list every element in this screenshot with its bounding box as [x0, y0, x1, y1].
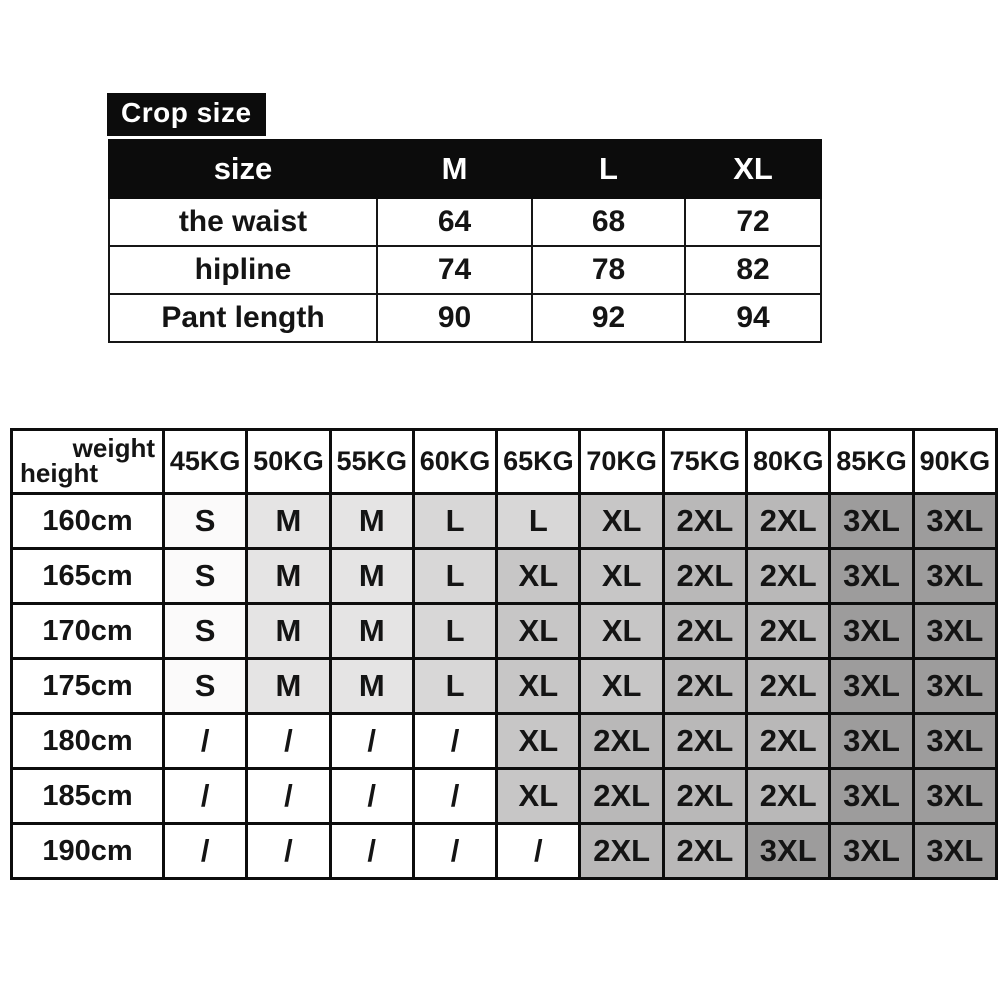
crop-value-cell: 90: [377, 294, 532, 342]
size-value-cell: /: [413, 824, 496, 879]
size-value-cell: /: [164, 824, 247, 879]
size-value-cell: 2XL: [580, 824, 663, 879]
crop-row-label: Pant length: [109, 294, 377, 342]
size-value-cell: /: [247, 714, 330, 769]
weight-column-header: 85KG: [830, 430, 913, 494]
size-value-cell: 2XL: [747, 659, 830, 714]
size-value-cell: M: [330, 494, 413, 549]
corner-height-label: height: [20, 458, 98, 488]
weight-column-header: 65KG: [497, 430, 580, 494]
height-row-label: 180cm: [12, 714, 164, 769]
size-value-cell: S: [164, 549, 247, 604]
fit-header-row: [12, 430, 997, 494]
size-value-cell: 2XL: [747, 714, 830, 769]
size-value-cell: 3XL: [913, 714, 996, 769]
size-value-cell: XL: [580, 659, 663, 714]
size-value-cell: L: [497, 494, 580, 549]
size-value-cell: /: [330, 824, 413, 879]
fit-table-row: [12, 824, 997, 879]
size-value-cell: L: [413, 494, 496, 549]
size-value-cell: 2XL: [663, 824, 746, 879]
size-value-cell: L: [413, 549, 496, 604]
weight-column-header: 45KG: [164, 430, 247, 494]
size-value-cell: M: [247, 549, 330, 604]
size-value-cell: 3XL: [913, 604, 996, 659]
size-value-cell: 2XL: [580, 714, 663, 769]
size-value-cell: /: [497, 824, 580, 879]
size-value-cell: 3XL: [830, 549, 913, 604]
corner-weight-label: weight: [72, 433, 155, 463]
crop-header-size: size: [109, 140, 377, 198]
crop-row-label: the waist: [109, 198, 377, 246]
size-value-cell: M: [330, 549, 413, 604]
weight-column-header: 55KG: [330, 430, 413, 494]
size-value-cell: 2XL: [663, 494, 746, 549]
size-value-cell: M: [247, 659, 330, 714]
size-value-cell: /: [247, 769, 330, 824]
crop-value-cell: 64: [377, 198, 532, 246]
fit-table-row: [12, 604, 997, 659]
fit-table-row: [12, 659, 997, 714]
crop-row-label: hipline: [109, 246, 377, 294]
size-value-cell: 2XL: [663, 659, 746, 714]
size-value-cell: 3XL: [830, 659, 913, 714]
size-value-cell: 3XL: [913, 659, 996, 714]
weight-column-header: 50KG: [247, 430, 330, 494]
size-value-cell: 2XL: [747, 604, 830, 659]
size-value-cell: 3XL: [830, 769, 913, 824]
size-value-cell: 3XL: [830, 494, 913, 549]
crop-size-row: [109, 294, 821, 342]
fit-table-row: [12, 714, 997, 769]
size-value-cell: 3XL: [913, 824, 996, 879]
size-value-cell: M: [330, 604, 413, 659]
height-weight-size-table: [10, 428, 998, 880]
size-value-cell: S: [164, 659, 247, 714]
size-value-cell: 2XL: [747, 549, 830, 604]
crop-value-cell: 74: [377, 246, 532, 294]
size-value-cell: /: [413, 769, 496, 824]
crop-value-cell: 78: [532, 246, 685, 294]
size-value-cell: /: [413, 714, 496, 769]
crop-value-cell: 92: [532, 294, 685, 342]
size-value-cell: 2XL: [663, 714, 746, 769]
size-value-cell: S: [164, 604, 247, 659]
size-value-cell: /: [164, 714, 247, 769]
crop-header-l: L: [532, 140, 685, 198]
fit-table-row: [12, 494, 997, 549]
size-value-cell: 3XL: [913, 769, 996, 824]
size-value-cell: L: [413, 604, 496, 659]
crop-value-cell: 82: [685, 246, 821, 294]
size-value-cell: M: [247, 494, 330, 549]
height-row-label: 175cm: [12, 659, 164, 714]
crop-header-m: M: [377, 140, 532, 198]
size-value-cell: XL: [580, 494, 663, 549]
height-row-label: 165cm: [12, 549, 164, 604]
crop-header-xl: XL: [685, 140, 821, 198]
size-value-cell: XL: [497, 604, 580, 659]
height-row-label: 170cm: [12, 604, 164, 659]
size-value-cell: 3XL: [830, 714, 913, 769]
size-value-cell: 2XL: [747, 494, 830, 549]
height-row-label: 160cm: [12, 494, 164, 549]
crop-size-row: [109, 246, 821, 294]
size-value-cell: 3XL: [913, 494, 996, 549]
size-value-cell: /: [330, 769, 413, 824]
crop-value-cell: 68: [532, 198, 685, 246]
crop-size-header-row: [109, 140, 821, 198]
size-value-cell: L: [413, 659, 496, 714]
size-value-cell: XL: [580, 604, 663, 659]
crop-value-cell: 94: [685, 294, 821, 342]
crop-size-row: [109, 198, 821, 246]
fit-table-row: [12, 549, 997, 604]
size-value-cell: XL: [497, 714, 580, 769]
crop-size-table: [108, 139, 822, 343]
size-value-cell: 3XL: [747, 824, 830, 879]
size-value-cell: XL: [497, 769, 580, 824]
height-row-label: 190cm: [12, 824, 164, 879]
fit-table-row: [12, 769, 997, 824]
size-value-cell: 2XL: [663, 549, 746, 604]
weight-column-header: 75KG: [663, 430, 746, 494]
weight-column-header: 70KG: [580, 430, 663, 494]
size-value-cell: XL: [497, 659, 580, 714]
weight-column-header: 80KG: [747, 430, 830, 494]
crop-size-title: Crop size: [121, 97, 252, 128]
size-value-cell: XL: [580, 549, 663, 604]
size-value-cell: M: [330, 659, 413, 714]
size-value-cell: 2XL: [663, 769, 746, 824]
size-value-cell: 3XL: [913, 549, 996, 604]
size-value-cell: M: [247, 604, 330, 659]
weight-column-header: 60KG: [413, 430, 496, 494]
height-row-label: 185cm: [12, 769, 164, 824]
size-value-cell: /: [164, 769, 247, 824]
size-value-cell: /: [247, 824, 330, 879]
size-value-cell: S: [164, 494, 247, 549]
size-value-cell: 2XL: [580, 769, 663, 824]
size-value-cell: /: [330, 714, 413, 769]
size-value-cell: 3XL: [830, 824, 913, 879]
crop-value-cell: 72: [685, 198, 821, 246]
height-weight-corner-cell: [12, 430, 164, 494]
weight-column-header: 90KG: [913, 430, 996, 494]
size-value-cell: 3XL: [830, 604, 913, 659]
crop-size-title-badge: [107, 93, 266, 136]
size-value-cell: XL: [497, 549, 580, 604]
size-value-cell: 2XL: [663, 604, 746, 659]
size-value-cell: 2XL: [747, 769, 830, 824]
